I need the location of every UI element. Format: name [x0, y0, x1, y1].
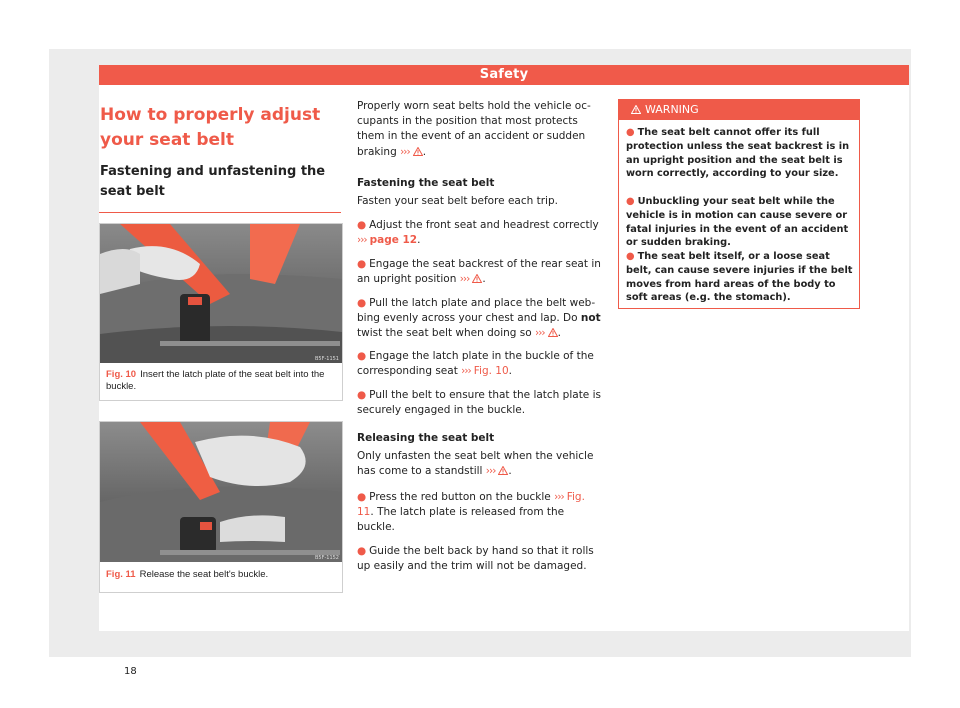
- releasing-step-1: ● Press the red button on the buckle ››› Fig. 11. The latch plate is released from the buckle.: [357, 491, 585, 534]
- ref-arrows: ›››: [400, 145, 410, 158]
- releasing-intro: Only unfasten the seat belt when the vehicle has come to a standstill ››› .: [357, 450, 594, 478]
- page-12-link[interactable]: page 12: [369, 234, 418, 247]
- figure-11-code: B5F-1152: [314, 555, 339, 561]
- figure-10: [99, 223, 343, 401]
- figure-11-label: Fig. 11: [106, 569, 136, 580]
- step-3-text-b: twist the seat belt when doing so: [357, 327, 532, 340]
- warning-triangle-icon[interactable]: [413, 147, 423, 156]
- figure-11-caption-text: Release the seat belt's buckle.: [139, 569, 269, 580]
- bullet-icon: ●: [357, 258, 367, 270]
- warning-triangle-icon[interactable]: [472, 274, 482, 283]
- figure-10-code: B5F-1151: [314, 356, 339, 362]
- bullet-icon: ●: [357, 219, 367, 231]
- fastening-intro: Fasten your seat belt before each trip.: [357, 195, 558, 207]
- title-divider: [99, 212, 341, 213]
- ref-arrows: ›››: [459, 273, 470, 286]
- step-3-not: not: [580, 312, 601, 325]
- warning-header: [619, 100, 859, 120]
- manual-page: [49, 49, 911, 677]
- fastening-step-2: ● Engage the seat backrest of the rear seat in an upright position ››› .: [357, 258, 601, 286]
- releasing-heading: Releasing the seat belt: [357, 432, 495, 444]
- warning-icon: [631, 105, 641, 114]
- warning-item-3-text: The seat belt itself, or a loose seat belt, can cause severe injuries if the belt moves from hard areas of the body to soft areas (e.g. the stomach).: [626, 251, 853, 304]
- figure-10-label: Fig. 10: [106, 369, 137, 380]
- warning-item-2: [626, 195, 854, 250]
- intro-paragraph: Properly worn seat belts hold the vehicle occupants in the position that most protects them in the event of an accident or sudden braking ››› .: [357, 100, 591, 158]
- fastening-heading: Fastening the seat belt: [357, 177, 495, 189]
- fastening-step-3: ● Pull the latch plate and place the belt webbing evenly across your chest and lap. Do not twist the seat belt when doing so ››› .: [357, 297, 601, 340]
- figure-10-caption-text: Insert the latch plate of the seat belt into the buckle.: [106, 369, 325, 392]
- figure-11-photo: [100, 422, 342, 562]
- warning-item-1: [626, 126, 854, 181]
- release-step-2-text: Guide the belt back by hand so that it rolls up easily and the trim will not be damaged.: [357, 545, 594, 573]
- bullet-icon: ●: [357, 389, 367, 401]
- bullet-icon: ●: [626, 127, 635, 138]
- ref-arrows: ›››: [535, 327, 545, 340]
- figure-10-caption: [106, 369, 336, 393]
- fastening-step-5: [357, 388, 601, 418]
- section-header: Safety: [99, 65, 909, 85]
- warning-title: WARNING: [645, 103, 699, 116]
- step-5-text: Pull the belt to ensure that the latch plate is securely engaged in the buckle.: [357, 389, 601, 417]
- figure-10-photo: [100, 224, 342, 363]
- warning-item-2-text: Unbuckling your seat belt while the vehicle is in motion can cause severe or fatal injuries in the event of an accident or sudden braking.: [626, 196, 849, 249]
- releasing-intro-text: Only unfasten the seat belt when the vehicle has come to a standstill: [357, 450, 594, 478]
- page-title: How to properly adjust your seat belt: [100, 105, 321, 150]
- fig-10-link[interactable]: Fig. 10: [473, 365, 509, 378]
- figure-11: [99, 421, 343, 593]
- step-4-text: Engage the latch plate in the buckle of the corresponding seat: [357, 350, 594, 378]
- step-3-text: Pull the latch plate and place the belt webbing evenly across your chest and lap. Do: [357, 297, 596, 325]
- page-content: [99, 85, 909, 631]
- ref-arrows: ›››: [554, 491, 564, 503]
- page-number: 18: [124, 666, 137, 677]
- step-2-text: Engage the seat backrest of the rear seat in an upright position: [357, 258, 601, 286]
- bullet-icon: ●: [357, 350, 367, 362]
- bullet-icon: ●: [357, 545, 367, 557]
- step-1-text: Adjust the front seat and headrest correctly: [369, 219, 599, 231]
- bullet-icon: ●: [626, 196, 635, 207]
- warning-box: [618, 99, 860, 309]
- figure-11-caption: [106, 569, 336, 581]
- release-step-1-text-b: The latch plate is released from the buckle.: [357, 506, 565, 534]
- intro-text: Properly worn seat belts hold the vehicle occupants in the position that most protects them in the event of an accident or sudden braking: [357, 100, 591, 158]
- bullet-icon: ●: [626, 251, 635, 262]
- bullet-icon: ●: [357, 297, 367, 309]
- releasing-step-2: [357, 544, 601, 574]
- ref-arrows: ›››: [485, 465, 496, 478]
- fastening-step-1: ● Adjust the front seat and headrest correctly ››› page 12.: [357, 219, 599, 247]
- warning-triangle-icon[interactable]: [548, 328, 558, 337]
- section-subtitle: Fastening and unfastening the seat belt: [100, 164, 326, 199]
- ref-arrows: ›››: [461, 365, 471, 378]
- bullet-icon: ●: [357, 491, 367, 503]
- ref-arrows: ›››: [357, 234, 367, 247]
- release-step-1-text: Press the red button on the buckle: [369, 491, 551, 503]
- warning-item-1-text: The seat belt cannot offer its full protection unless the seat backrest is in an upright position and the seat belt is worn correctly, according to your size.: [626, 127, 850, 180]
- warning-triangle-icon[interactable]: [498, 466, 508, 475]
- fastening-step-4: ● Engage the latch plate in the buckle of the corresponding seat ››› Fig. 10.: [357, 350, 594, 378]
- fig-11-link[interactable]: Fig. 11: [357, 491, 585, 519]
- warning-item-3: [626, 250, 854, 305]
